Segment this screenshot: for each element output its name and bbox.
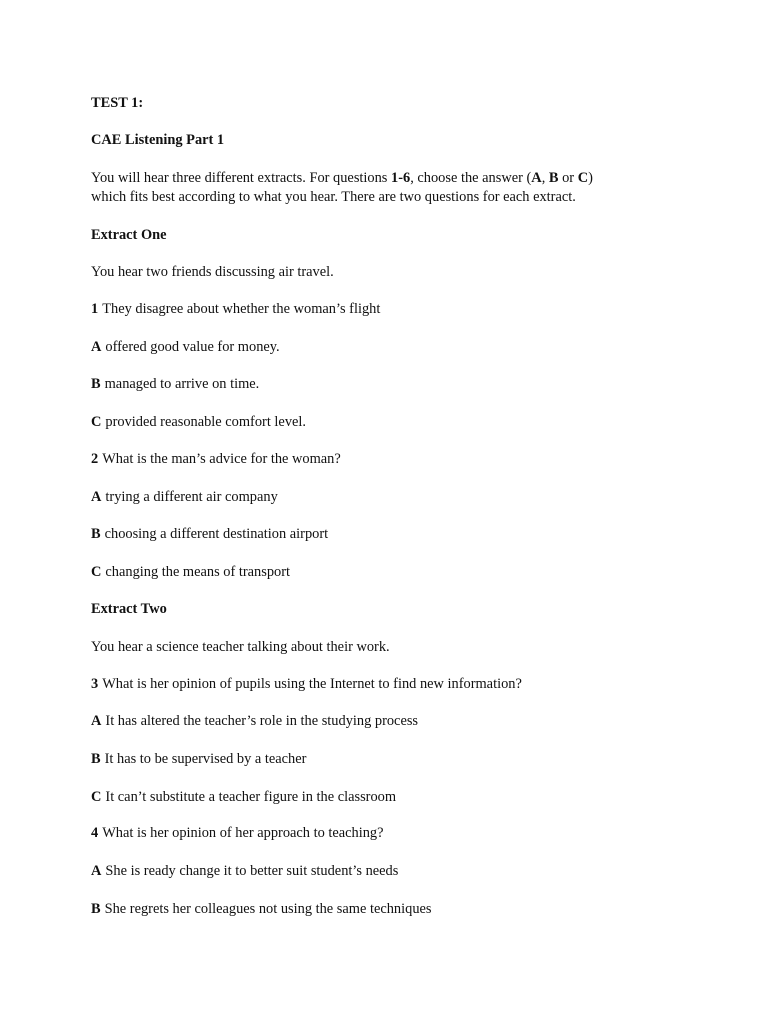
q3-option-b bbox=[91, 750, 728, 769]
q2-option-a bbox=[91, 488, 728, 507]
instructions-line-1 bbox=[91, 169, 728, 188]
instructions-text: You will hear three different extracts. For questions bbox=[91, 170, 392, 186]
option-letter: C bbox=[91, 564, 102, 580]
option-letter: B bbox=[91, 901, 101, 917]
q1-option-a bbox=[91, 338, 728, 357]
option-text: She is ready change it to better suit student’s needs bbox=[105, 863, 399, 879]
question-text: They disagree about whether the woman’s flight bbox=[102, 301, 381, 317]
instructions-text: or bbox=[558, 170, 578, 186]
option-text: It can’t substitute a teacher figure in the classroom bbox=[105, 789, 397, 805]
option-text: It has altered the teacher’s role in the studying process bbox=[105, 713, 419, 729]
question-number: 1 bbox=[91, 301, 99, 317]
answer-letter-a: A bbox=[531, 170, 542, 186]
q3-option-a bbox=[91, 712, 728, 731]
option-text: provided reasonable comfort level. bbox=[105, 414, 306, 430]
question-3 bbox=[91, 675, 728, 694]
question-number: 3 bbox=[91, 676, 99, 692]
question-text: What is her opinion of pupils using the Internet to find new information? bbox=[102, 676, 522, 692]
instructions-text: ) bbox=[588, 170, 593, 186]
option-letter: A bbox=[91, 489, 102, 505]
q1-option-b bbox=[91, 375, 728, 394]
question-text: What is her opinion of her approach to teaching? bbox=[102, 825, 384, 841]
option-text: She regrets her colleagues not using the same techniques bbox=[104, 901, 432, 917]
q4-option-b bbox=[91, 900, 728, 919]
instructions-text: , bbox=[541, 170, 549, 186]
option-letter: C bbox=[91, 789, 102, 805]
option-letter: A bbox=[91, 713, 102, 729]
q2-option-b bbox=[91, 525, 728, 544]
option-text: managed to arrive on time. bbox=[104, 376, 260, 392]
option-letter: C bbox=[91, 414, 102, 430]
extract-one-heading: Extract One bbox=[91, 227, 167, 243]
question-number: 4 bbox=[91, 825, 99, 841]
instructions-line-2: which fits best according to what you hear. There are two questions for each extract. bbox=[91, 189, 576, 205]
extract-two-heading: Extract Two bbox=[91, 601, 167, 617]
answer-letter-b: B bbox=[548, 170, 559, 186]
option-letter: A bbox=[91, 339, 102, 355]
option-letter: A bbox=[91, 863, 102, 879]
extract-two-context: You hear a science teacher talking about their work. bbox=[91, 639, 390, 655]
question-number: 2 bbox=[91, 451, 99, 467]
extract-one-context: You hear two friends discussing air travel. bbox=[91, 264, 334, 280]
q4-option-a bbox=[91, 862, 728, 881]
option-text: choosing a different destination airport bbox=[104, 526, 329, 542]
option-text: changing the means of transport bbox=[105, 564, 291, 580]
q2-option-c bbox=[91, 563, 728, 582]
option-letter: B bbox=[91, 376, 101, 392]
question-range: 1-6 bbox=[391, 170, 411, 186]
question-4 bbox=[91, 824, 728, 843]
q1-option-c bbox=[91, 413, 728, 432]
q3-option-c bbox=[91, 788, 728, 807]
instructions-text: , choose the answer ( bbox=[410, 170, 532, 186]
part-title: CAE Listening Part 1 bbox=[91, 132, 225, 148]
option-text: It has to be supervised by a teacher bbox=[104, 751, 307, 767]
question-text: What is the man’s advice for the woman? bbox=[102, 451, 341, 467]
option-letter: B bbox=[91, 751, 101, 767]
question-1 bbox=[91, 300, 728, 319]
option-text: offered good value for money. bbox=[105, 339, 280, 355]
option-letter: B bbox=[91, 526, 101, 542]
question-2 bbox=[91, 450, 728, 469]
answer-letter-c: C bbox=[577, 170, 589, 186]
option-text: trying a different air company bbox=[105, 489, 278, 505]
test-title: TEST 1: bbox=[91, 95, 144, 111]
